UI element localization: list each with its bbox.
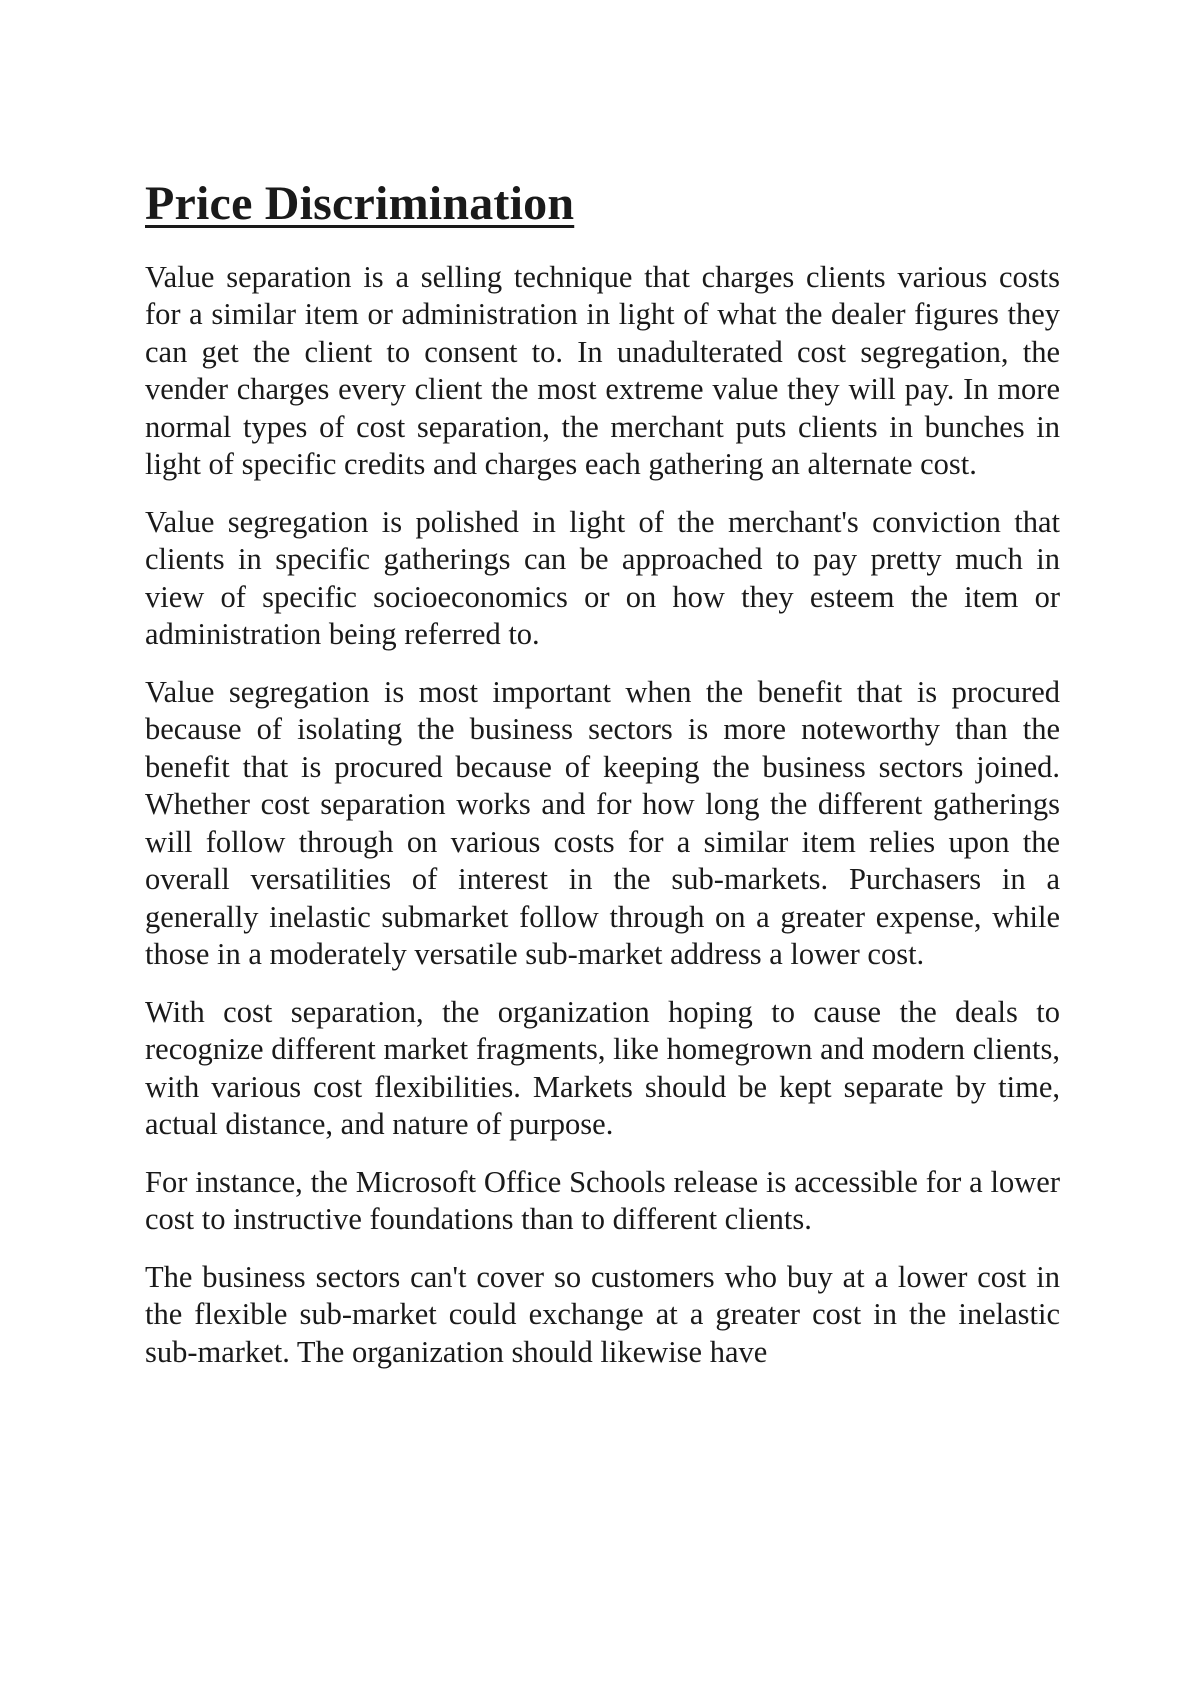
document-title: Price Discrimination xyxy=(145,177,575,230)
paragraph: With cost separation, the organization hoping to cause the deals to recognize different market fragments, like homegrown and modern clients, with various cost flexibilities. Markets should be kept separate by time, actual distance, and nature of purpose. xyxy=(145,994,1060,1142)
paragraph: Value segregation is most important when the benefit that is procured because of isolating the business sectors is more noteworthy than the benefit that is procured because of keeping the business sectors joined. Whether cost separation works and for how long the different gatherings will follow through on various costs for a similar item relies upon the overall versatilities of interest in the sub-markets. Purchasers in a generally inelastic submarket follow through on a greater expense, while those in a moderately versatile sub-market address a lower cost. xyxy=(145,674,1060,972)
paragraph: For instance, the Microsoft Office Schools release is accessible for a lower cost to instructive foundations than to different clients. xyxy=(145,1164,1060,1237)
paragraph: The business sectors can't cover so customers who buy at a lower cost in the flexible sub-market could exchange at a greater cost in the inelastic sub-market. The organization should likewise have xyxy=(145,1259,1060,1369)
paragraph: Value separation is a selling technique that charges clients various costs for a similar item or administration in light of what the dealer figures they can get the client to consent to. In unadulterated cost segregation, the vender charges every client the most extreme value they will pay. In more normal types of cost separation, the merchant puts clients in bunches in light of specific credits and charges each gathering an alternate cost. xyxy=(145,259,1060,482)
paragraph: Value segregation is polished in light of the merchant's conviction that clients in specific gatherings can be approached to pay pretty much in view of specific socioeconomics or on how they esteem the item or administration being referred to. xyxy=(145,504,1060,652)
document-body xyxy=(145,178,1060,1371)
